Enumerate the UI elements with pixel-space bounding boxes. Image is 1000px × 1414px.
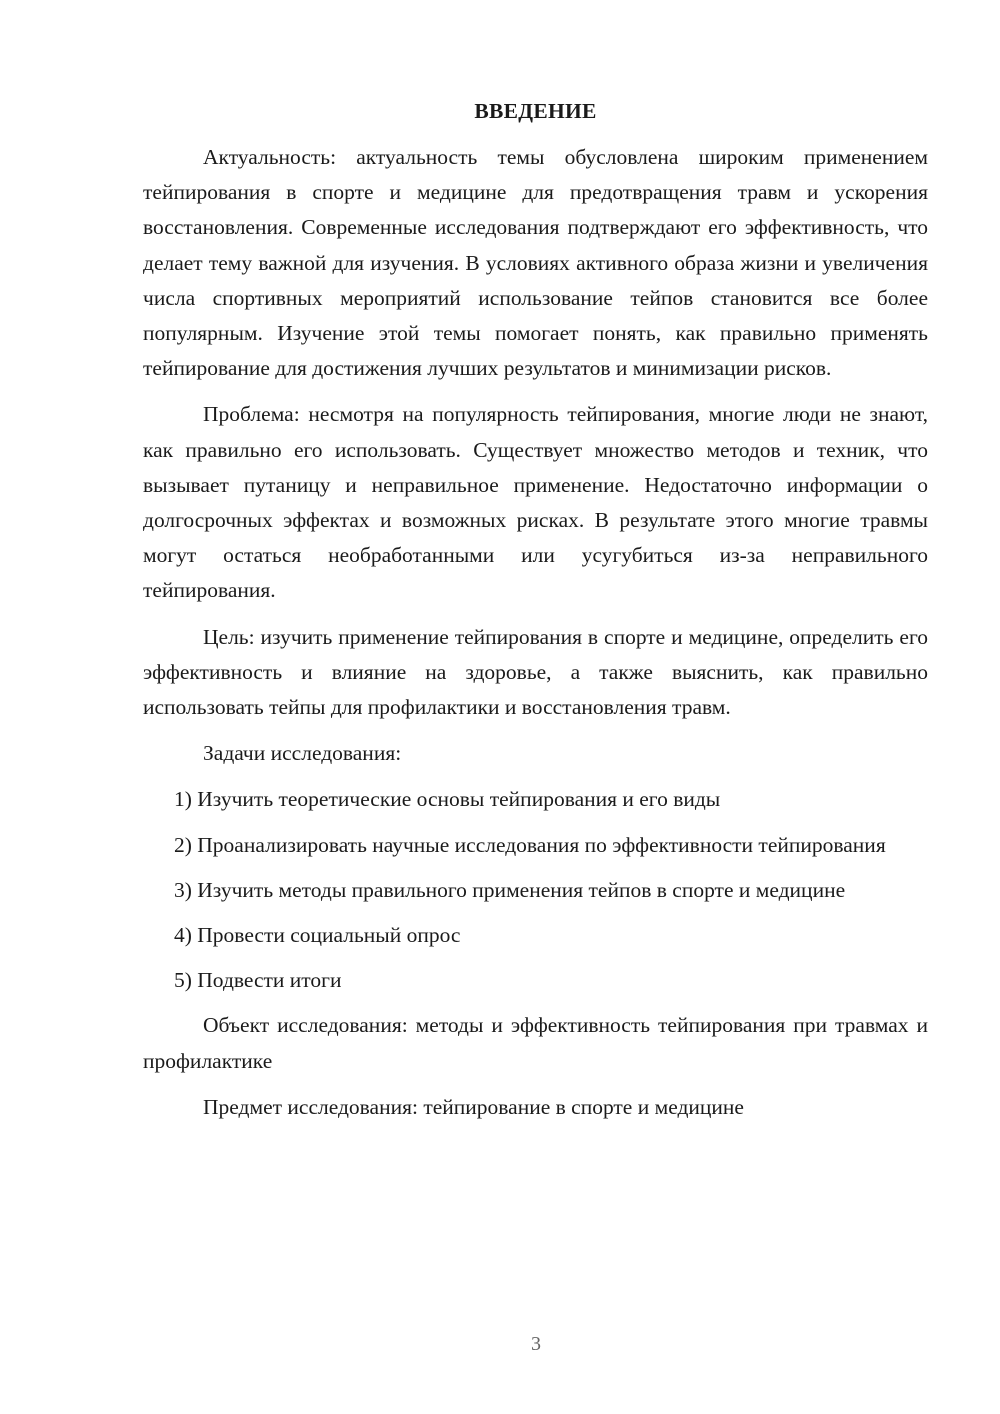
paragraph-object: Объект исследования: методы и эффективность тейпирования при травмах и профилактике [143, 1013, 928, 1073]
page-content [143, 96, 928, 1136]
task-item-2: 2) Проанализировать научные исследования по эффективности тейпирования [174, 832, 886, 857]
task-item-4: 4) Провести социальный опрос [174, 923, 461, 948]
task-item-5: 5) Подвести итоги [174, 968, 342, 993]
tasks-title: Задачи исследования: [203, 741, 402, 766]
page-number: 3 [531, 1333, 541, 1355]
paragraph-subject: Предмет исследования: тейпирование в спорте и медицине [203, 1094, 744, 1119]
section-heading: ВВЕДЕНИЕ [474, 99, 597, 123]
task-item-1: 1) Изучить теоретические основы тейпирования и его виды [174, 787, 721, 812]
paragraph-problem: Проблема: несмотря на популярность тейпирования, многие люди не знают, как правильно его использовать. Существует множество методов и техник, что вызывает путаницу и неправильное применение. Недостаточно информации о долгосрочных эффектах и возможных рисках. В результате этого многие травмы могут остаться необработанными или усугубиться из-за неправильного тейпирования. [143, 402, 928, 603]
paragraph-goal: Цель: изучить применение тейпирования в спорте и медицине, определить его эффективность и влияние на здоровье, а также выяснить, как правильно использовать тейпы для профилактики и восстановления травм. [143, 624, 928, 720]
task-item-3: 3) Изучить методы правильного применения тейпов в спорте и медицине [174, 877, 846, 902]
paragraph-relevance: Актуальность: актуальность темы обусловлена широким применением тейпирования в спорте и медицине для предотвращения травм и ускорения восстановления. Современные исследования подтверждают его эффективность, что делает тему важной для изучения. В условиях активного образа жизни и увеличения числа спортивных мероприятий использование тейпов становится все более популярным. Изучение этой темы помогает понять, как правильно применять тейпирование для достижения лучших результатов и минимизации рисков. [143, 145, 928, 381]
